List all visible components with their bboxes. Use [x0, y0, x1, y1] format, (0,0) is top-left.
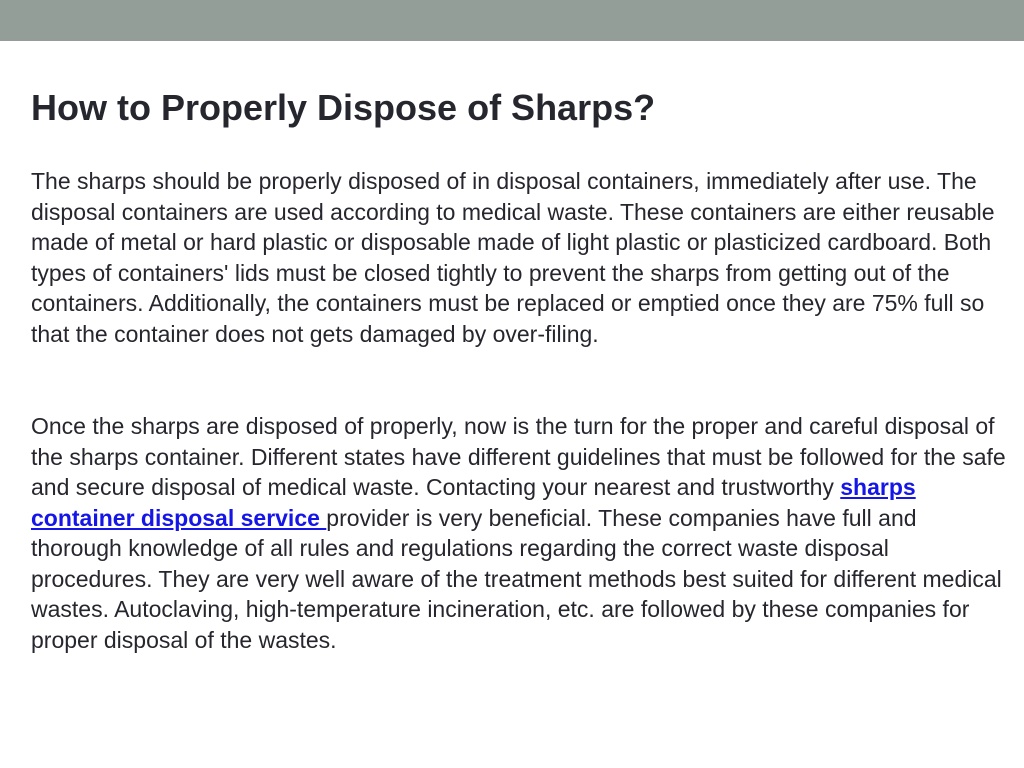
paragraph-1: The sharps should be properly disposed of in disposal containers, immediately after use. The disposal containers are used according to medical waste. These containers are either reusable made of metal or hard plastic or disposable made of light plastic or plasticized cardboard. Both types of containers' lids must be closed tightly to prevent the sharps from getting out of the containers. Additionally, the containers must be replaced or emptied once they are 75% full so that the container does not gets damaged by over-filing. — [31, 168, 995, 347]
sharps-container-disposal-service-link[interactable]: sharps container disposal service — [31, 474, 916, 531]
paragraph-2-text-before-link: Once the sharps are disposed of properly, now is the turn for the proper and careful disposal of the sharps container. Different states have different guidelines that must be followed for the safe and secure disposal of medical waste. Contacting your nearest and trustworthy — [31, 413, 1006, 500]
top-bar — [0, 0, 1024, 41]
paragraph-2-text-after-link: provider is very beneficial. These companies have full and thorough knowledge of all rules and regulations regarding the correct waste disposal procedures. They are very well aware of the treatment methods best suited for different medical wastes. Autoclaving, high-temperature incineration, etc. are followed by these companies for proper disposal of the wastes. — [31, 504, 1002, 653]
page-title: How to Properly Dispose of Sharps? — [31, 87, 656, 128]
paragraph-2 — [31, 411, 1006, 655]
